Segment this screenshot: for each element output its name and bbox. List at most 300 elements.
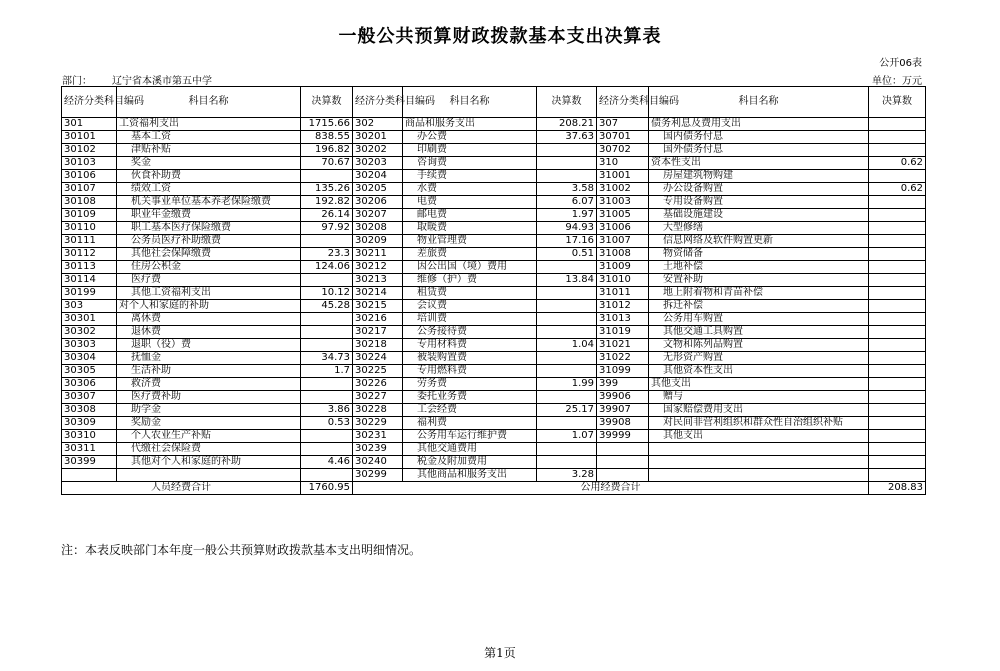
amount-cell-3: [869, 456, 926, 469]
name-cell-2: 公务用车运行维护费: [403, 430, 537, 443]
name-cell-1: 奖金: [117, 157, 301, 170]
name-cell-3: 土地补偿: [649, 261, 869, 274]
amount-cell-3: [869, 365, 926, 378]
code-cell-1: 30111: [62, 235, 117, 248]
name-cell-1: 其他工资福利支出: [117, 287, 301, 300]
name-cell-3: 国家赔偿费用支出: [649, 404, 869, 417]
code-cell-1: 30301: [62, 313, 117, 326]
amount-cell-1: 10.12: [301, 287, 353, 300]
amount-cell-2: 37.63: [537, 131, 597, 144]
table-row: [62, 131, 926, 144]
name-cell-2: 印刷费: [403, 144, 537, 157]
name-cell-3: [649, 456, 869, 469]
name-cell-3: 国外债务付息: [649, 144, 869, 157]
name-cell-2: 租赁费: [403, 287, 537, 300]
amount-cell-2: [537, 287, 597, 300]
form-number: 公开06表: [879, 58, 922, 69]
name-cell-1: 基本工资: [117, 131, 301, 144]
code-cell-2: 30299: [353, 469, 403, 482]
amount-cell-3: [869, 391, 926, 404]
header-code-1: 经济分类科目编码: [62, 87, 117, 118]
name-cell-1: 伙食补助费: [117, 170, 301, 183]
table-row: [62, 365, 926, 378]
code-cell-2: 30216: [353, 313, 403, 326]
unit-label: 单位：万元: [872, 76, 922, 87]
amount-cell-3: [869, 404, 926, 417]
personnel-total-value: 1760.95: [301, 482, 353, 495]
totals-row: [62, 482, 926, 495]
code-cell-2: 30203: [353, 157, 403, 170]
name-cell-1: 医疗费: [117, 274, 301, 287]
code-cell-2: 30213: [353, 274, 403, 287]
code-cell-2: 30212: [353, 261, 403, 274]
code-cell-3: [597, 443, 649, 456]
code-cell-3: 31021: [597, 339, 649, 352]
amount-cell-3: [869, 339, 926, 352]
amount-cell-2: 1.04: [537, 339, 597, 352]
amount-cell-3: [869, 352, 926, 365]
code-cell-3: 31008: [597, 248, 649, 261]
department-name: 辽宁省本溪市第五中学: [112, 76, 212, 87]
amount-cell-1: [301, 378, 353, 391]
name-cell-2: 工会经费: [403, 404, 537, 417]
name-cell-2: 福利费: [403, 417, 537, 430]
name-cell-2: 手续费: [403, 170, 537, 183]
amount-cell-1: 1715.66: [301, 118, 353, 131]
name-cell-1: 津贴补贴: [117, 144, 301, 157]
code-cell-1: 30304: [62, 352, 117, 365]
code-cell-3: 31099: [597, 365, 649, 378]
name-cell-1: 离休费: [117, 313, 301, 326]
name-cell-1: 退休费: [117, 326, 301, 339]
table-row: [62, 443, 926, 456]
name-cell-2: 因公出国（境）费用: [403, 261, 537, 274]
amount-cell-2: [537, 391, 597, 404]
name-cell-1: 公务员医疗补助缴费: [117, 235, 301, 248]
name-cell-2: 商品和服务支出: [403, 118, 537, 131]
code-cell-2: 30228: [353, 404, 403, 417]
amount-cell-1: 124.06: [301, 261, 353, 274]
name-cell-2: 维修（护）费: [403, 274, 537, 287]
code-cell-3: [597, 456, 649, 469]
header-code-3: 经济分类科目编码: [597, 87, 649, 118]
code-cell-3: 31001: [597, 170, 649, 183]
name-cell-3: 物资储备: [649, 248, 869, 261]
name-cell-2: 培训费: [403, 313, 537, 326]
amount-cell-2: 13.84: [537, 274, 597, 287]
code-cell-3: 399: [597, 378, 649, 391]
code-cell-1: 30101: [62, 131, 117, 144]
code-cell-1: 30305: [62, 365, 117, 378]
name-cell-1: 生活补助: [117, 365, 301, 378]
amount-cell-1: [301, 430, 353, 443]
header-name-3: 科目名称: [649, 87, 869, 118]
amount-cell-1: 1.7: [301, 365, 353, 378]
code-cell-3: 307: [597, 118, 649, 131]
name-cell-3: [649, 469, 869, 482]
table-row: [62, 326, 926, 339]
table-row: [62, 196, 926, 209]
table-body: [62, 118, 926, 482]
code-cell-3: 30701: [597, 131, 649, 144]
amount-cell-2: [537, 456, 597, 469]
amount-cell-1: [301, 313, 353, 326]
name-cell-1: 代缴社会保险费: [117, 443, 301, 456]
footnote: 注：本表反映部门本年度一般公共预算财政拨款基本支出明细情况。: [61, 543, 422, 557]
name-cell-2: 咨询费: [403, 157, 537, 170]
code-cell-1: 30106: [62, 170, 117, 183]
code-cell-1: 30303: [62, 339, 117, 352]
amount-cell-3: 0.62: [869, 157, 926, 170]
name-cell-1: 机关事业单位基本养老保险缴费: [117, 196, 301, 209]
amount-cell-2: 17.16: [537, 235, 597, 248]
name-cell-2: 专用燃料费: [403, 365, 537, 378]
amount-cell-3: 0.62: [869, 183, 926, 196]
amount-cell-1: [301, 469, 353, 482]
code-cell-1: 30110: [62, 222, 117, 235]
table-row: [62, 274, 926, 287]
code-cell-2: 30226: [353, 378, 403, 391]
code-cell-1: 30113: [62, 261, 117, 274]
code-cell-2: 30201: [353, 131, 403, 144]
amount-cell-1: 4.46: [301, 456, 353, 469]
header-name-1: 科目名称: [117, 87, 301, 118]
name-cell-3: 无形资产购置: [649, 352, 869, 365]
header-name-2: 科目名称: [403, 87, 537, 118]
amount-cell-2: 25.17: [537, 404, 597, 417]
amount-cell-3: [869, 222, 926, 235]
code-cell-1: 30199: [62, 287, 117, 300]
amount-cell-1: 26.14: [301, 209, 353, 222]
code-cell-3: 310: [597, 157, 649, 170]
name-cell-2: 被装购置费: [403, 352, 537, 365]
code-cell-3: 30702: [597, 144, 649, 157]
code-cell-3: 31022: [597, 352, 649, 365]
amount-cell-3: [869, 430, 926, 443]
name-cell-1: 其他社会保障缴费: [117, 248, 301, 261]
code-cell-3: 31012: [597, 300, 649, 313]
name-cell-1: 退职（役）费: [117, 339, 301, 352]
code-cell-3: 31009: [597, 261, 649, 274]
amount-cell-3: [869, 469, 926, 482]
table-row: [62, 235, 926, 248]
amount-cell-2: 1.07: [537, 430, 597, 443]
amount-cell-1: [301, 339, 353, 352]
amount-cell-1: 70.67: [301, 157, 353, 170]
table-header-row: [62, 87, 926, 118]
code-cell-2: 30207: [353, 209, 403, 222]
name-cell-3: 其他交通工具购置: [649, 326, 869, 339]
code-cell-2: 30204: [353, 170, 403, 183]
name-cell-1: 工资福利支出: [117, 118, 301, 131]
table-row: [62, 144, 926, 157]
name-cell-2: 邮电费: [403, 209, 537, 222]
code-cell-1: 30310: [62, 430, 117, 443]
code-cell-2: 302: [353, 118, 403, 131]
amount-cell-1: 34.73: [301, 352, 353, 365]
name-cell-2: 差旅费: [403, 248, 537, 261]
amount-cell-1: [301, 235, 353, 248]
code-cell-2: 30206: [353, 196, 403, 209]
code-cell-2: 30229: [353, 417, 403, 430]
name-cell-3: 其他支出: [649, 378, 869, 391]
amount-cell-1: 0.53: [301, 417, 353, 430]
code-cell-2: 30205: [353, 183, 403, 196]
code-cell-3: 31005: [597, 209, 649, 222]
amount-cell-2: [537, 170, 597, 183]
name-cell-1: 助学金: [117, 404, 301, 417]
code-cell-2: 30217: [353, 326, 403, 339]
name-cell-3: 基础设施建设: [649, 209, 869, 222]
code-cell-1: 30307: [62, 391, 117, 404]
table-row: [62, 352, 926, 365]
table-row: [62, 313, 926, 326]
table-row: [62, 378, 926, 391]
table-row: [62, 430, 926, 443]
name-cell-2: 公务接待费: [403, 326, 537, 339]
name-cell-3: 国内债务付息: [649, 131, 869, 144]
amount-cell-1: 23.3: [301, 248, 353, 261]
amount-cell-3: [869, 313, 926, 326]
amount-cell-1: 838.55: [301, 131, 353, 144]
name-cell-1: 绩效工资: [117, 183, 301, 196]
code-cell-2: 30240: [353, 456, 403, 469]
amount-cell-2: [537, 144, 597, 157]
amount-cell-2: 208.21: [537, 118, 597, 131]
code-cell-3: 31019: [597, 326, 649, 339]
amount-cell-3: [869, 118, 926, 131]
personnel-total-label: 人员经费合计: [62, 482, 301, 495]
name-cell-3: 房屋建筑物购建: [649, 170, 869, 183]
department-label: 部门：: [62, 76, 92, 87]
amount-cell-3: [869, 235, 926, 248]
amount-cell-2: [537, 417, 597, 430]
amount-cell-3: [869, 300, 926, 313]
name-cell-2: 物业管理费: [403, 235, 537, 248]
code-cell-1: 30308: [62, 404, 117, 417]
table-row: [62, 339, 926, 352]
code-cell-3: 31006: [597, 222, 649, 235]
header-amount-2: 决算数: [537, 87, 597, 118]
table-row: [62, 417, 926, 430]
header-code-2: 经济分类科目编码: [353, 87, 403, 118]
table-row: [62, 404, 926, 417]
table-row: [62, 261, 926, 274]
amount-cell-3: [869, 261, 926, 274]
code-cell-3: 31007: [597, 235, 649, 248]
amount-cell-2: 1.99: [537, 378, 597, 391]
code-cell-1: 30306: [62, 378, 117, 391]
amount-cell-3: [869, 378, 926, 391]
code-cell-1: 30109: [62, 209, 117, 222]
table-row: [62, 248, 926, 261]
code-cell-2: 30225: [353, 365, 403, 378]
code-cell-3: 39907: [597, 404, 649, 417]
name-cell-3: 信息网络及软件购置更新: [649, 235, 869, 248]
table-row: [62, 183, 926, 196]
name-cell-1: [117, 469, 301, 482]
name-cell-2: 其他商品和服务支出: [403, 469, 537, 482]
amount-cell-2: [537, 365, 597, 378]
name-cell-3: 办公设备购置: [649, 183, 869, 196]
amount-cell-2: 0.51: [537, 248, 597, 261]
name-cell-3: 大型修缮: [649, 222, 869, 235]
code-cell-3: 31011: [597, 287, 649, 300]
name-cell-1: 职工基本医疗保险缴费: [117, 222, 301, 235]
code-cell-2: 30231: [353, 430, 403, 443]
code-cell-1: [62, 469, 117, 482]
table-row: [62, 300, 926, 313]
code-cell-1: 30302: [62, 326, 117, 339]
name-cell-2: 会议费: [403, 300, 537, 313]
name-cell-2: 取暖费: [403, 222, 537, 235]
amount-cell-3: [869, 196, 926, 209]
code-cell-3: 31002: [597, 183, 649, 196]
code-cell-2: 30224: [353, 352, 403, 365]
amount-cell-1: 45.28: [301, 300, 353, 313]
name-cell-3: 专用设备购置: [649, 196, 869, 209]
amount-cell-2: [537, 157, 597, 170]
name-cell-3: 安置补助: [649, 274, 869, 287]
amount-cell-2: 3.58: [537, 183, 597, 196]
amount-cell-1: 192.82: [301, 196, 353, 209]
code-cell-1: 30112: [62, 248, 117, 261]
name-cell-3: 其他支出: [649, 430, 869, 443]
name-cell-1: 住房公积金: [117, 261, 301, 274]
table-row: [62, 170, 926, 183]
amount-cell-3: [869, 287, 926, 300]
name-cell-1: 医疗费补助: [117, 391, 301, 404]
name-cell-3: [649, 443, 869, 456]
name-cell-3: 赠与: [649, 391, 869, 404]
name-cell-1: 职业年金缴费: [117, 209, 301, 222]
code-cell-3: 39999: [597, 430, 649, 443]
code-cell-2: 30227: [353, 391, 403, 404]
code-cell-2: 30211: [353, 248, 403, 261]
amount-cell-2: 94.93: [537, 222, 597, 235]
amount-cell-1: 135.26: [301, 183, 353, 196]
name-cell-2: 专用材料费: [403, 339, 537, 352]
header-amount-3: 决算数: [869, 87, 926, 118]
name-cell-3: 公务用车购置: [649, 313, 869, 326]
table-row: [62, 469, 926, 482]
public-total-label: 公用经费合计: [353, 482, 869, 495]
amount-cell-2: 3.28: [537, 469, 597, 482]
amount-cell-2: [537, 326, 597, 339]
name-cell-3: 地上附着物和青苗补偿: [649, 287, 869, 300]
amount-cell-2: [537, 313, 597, 326]
amount-cell-3: [869, 248, 926, 261]
code-cell-1: 30311: [62, 443, 117, 456]
code-cell-1: 30108: [62, 196, 117, 209]
name-cell-2: 电费: [403, 196, 537, 209]
name-cell-2: 水费: [403, 183, 537, 196]
name-cell-3: 资本性支出: [649, 157, 869, 170]
header-amount-1: 决算数: [301, 87, 353, 118]
amount-cell-2: 1.97: [537, 209, 597, 222]
amount-cell-1: 97.92: [301, 222, 353, 235]
amount-cell-3: [869, 170, 926, 183]
amount-cell-3: [869, 209, 926, 222]
name-cell-1: 其他对个人和家庭的补助: [117, 456, 301, 469]
amount-cell-1: [301, 274, 353, 287]
amount-cell-2: [537, 443, 597, 456]
code-cell-1: 301: [62, 118, 117, 131]
table-row: [62, 391, 926, 404]
code-cell-3: 39906: [597, 391, 649, 404]
code-cell-2: 30202: [353, 144, 403, 157]
amount-cell-1: [301, 443, 353, 456]
amount-cell-3: [869, 131, 926, 144]
table-row: [62, 222, 926, 235]
name-cell-2: 委托业务费: [403, 391, 537, 404]
amount-cell-3: [869, 417, 926, 430]
table-row: [62, 157, 926, 170]
amount-cell-3: [869, 443, 926, 456]
name-cell-1: 对个人和家庭的补助: [117, 300, 301, 313]
expenditure-table: [61, 86, 926, 495]
amount-cell-2: [537, 261, 597, 274]
amount-cell-1: [301, 326, 353, 339]
amount-cell-1: 3.86: [301, 404, 353, 417]
amount-cell-2: [537, 352, 597, 365]
table-row: [62, 456, 926, 469]
code-cell-1: 303: [62, 300, 117, 313]
code-cell-1: 30102: [62, 144, 117, 157]
code-cell-3: 39908: [597, 417, 649, 430]
amount-cell-3: [869, 326, 926, 339]
code-cell-1: 30103: [62, 157, 117, 170]
amount-cell-1: 196.82: [301, 144, 353, 157]
amount-cell-1: [301, 170, 353, 183]
name-cell-1: 抚恤金: [117, 352, 301, 365]
code-cell-2: 30209: [353, 235, 403, 248]
amount-cell-2: [537, 300, 597, 313]
table-row: [62, 209, 926, 222]
name-cell-3: 拆迁补偿: [649, 300, 869, 313]
code-cell-1: 30114: [62, 274, 117, 287]
code-cell-2: 30239: [353, 443, 403, 456]
page-number: 第1页: [484, 646, 516, 660]
code-cell-1: 30399: [62, 456, 117, 469]
name-cell-2: 劳务费: [403, 378, 537, 391]
code-cell-2: 30208: [353, 222, 403, 235]
name-cell-2: 办公费: [403, 131, 537, 144]
name-cell-3: 债务利息及费用支出: [649, 118, 869, 131]
table-row: [62, 118, 926, 131]
name-cell-2: 税金及附加费用: [403, 456, 537, 469]
name-cell-3: 其他资本性支出: [649, 365, 869, 378]
report-title: 一般公共预算财政拨款基本支出决算表: [338, 26, 662, 47]
amount-cell-3: [869, 274, 926, 287]
name-cell-3: 对民间非营利组织和群众性自治组织补贴: [649, 417, 869, 430]
code-cell-2: 30214: [353, 287, 403, 300]
name-cell-1: 奖励金: [117, 417, 301, 430]
name-cell-1: 个人农业生产补贴: [117, 430, 301, 443]
amount-cell-2: 6.07: [537, 196, 597, 209]
code-cell-3: 31003: [597, 196, 649, 209]
public-total-value: 208.83: [869, 482, 926, 495]
code-cell-1: 30309: [62, 417, 117, 430]
code-cell-1: 30107: [62, 183, 117, 196]
name-cell-3: 文物和陈列品购置: [649, 339, 869, 352]
table-row: [62, 287, 926, 300]
name-cell-2: 其他交通费用: [403, 443, 537, 456]
code-cell-3: 31013: [597, 313, 649, 326]
amount-cell-1: [301, 391, 353, 404]
code-cell-2: 30218: [353, 339, 403, 352]
amount-cell-3: [869, 144, 926, 157]
